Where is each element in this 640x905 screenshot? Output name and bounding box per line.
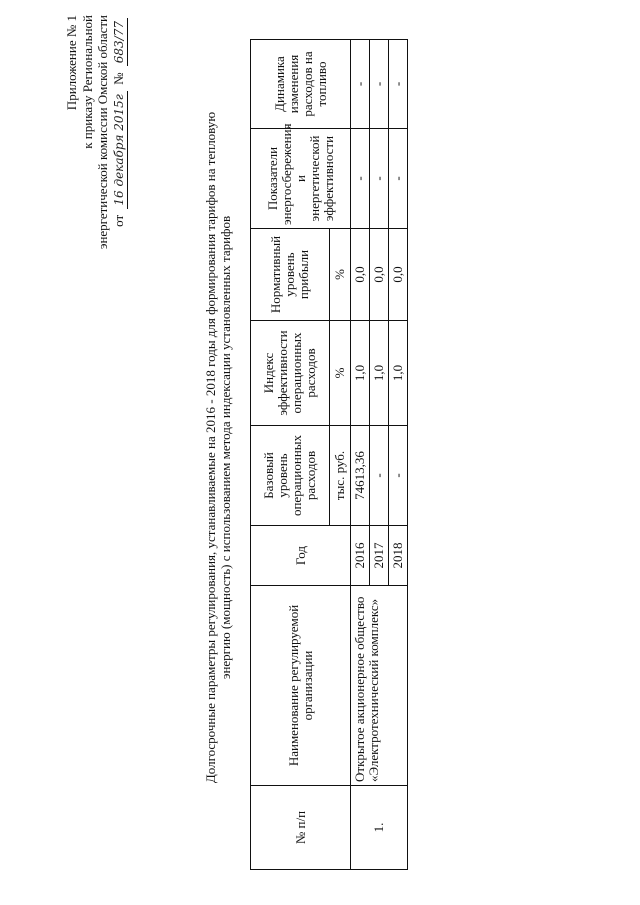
cell-fuel: - [351,40,370,129]
unit-profit: % [330,229,351,321]
appendix-date-line [111,15,129,315]
handwritten-number: 683/77 [112,18,129,66]
header-num: № п/п [251,786,351,870]
cell-profit: 0,0 [389,229,408,321]
cell-base-level: 74613,36 [351,426,370,526]
header-profit: Нормативный уровень прибыли [251,229,330,321]
appendix-block [64,15,128,315]
cell-index: 1,0 [389,321,408,426]
from-label: от [110,214,126,227]
title-line-2: энергию (мощность) с использованием метода индексации установленных тарифов [218,215,233,680]
title-line-1: Долгосрочные параметры регулирования, устанавливаемые на 2016 - 2018 годы для формирования тарифов на тепловую [203,111,218,784]
header-org: Наименование регулируемой организации [251,586,351,786]
table-header-row [251,40,330,870]
header-year: Год [251,526,351,586]
header-fuel: Динамика изменения расходов на топливо [251,40,351,129]
cell-index: 1,0 [351,321,370,426]
cell-year: 2018 [389,526,408,586]
parameters-table [250,39,408,870]
appendix-order-ref: к приказу Региональной [79,15,95,149]
header-energy: Показатели энергосбережения и энергетической эффективности [251,129,351,229]
appendix-commission: энергетической комиссии Омской области [95,15,110,250]
document-title [203,20,233,875]
cell-energy: - [351,129,370,229]
cell-profit: 0,0 [351,229,370,321]
row-number: 1. [351,786,408,870]
cell-fuel: - [389,40,408,129]
number-label: № [110,72,126,85]
unit-index: % [330,321,351,426]
organization-name: Открытое акционерное общество «Электротехнический комплекс» [351,586,408,786]
handwritten-date: 16 декабря 2015г [112,91,129,208]
cell-base-level: - [370,426,389,526]
unit-base-level: тыс. руб. [330,426,351,526]
cell-year: 2017 [370,526,389,586]
cell-fuel: - [370,40,389,129]
appendix-title: Приложение № 1 [64,15,79,111]
cell-energy: - [389,129,408,229]
cell-base-level: - [389,426,408,526]
header-base-level: Базовый уровень операционных расходов [251,426,330,526]
header-index: Индекс эффективности операционных расходов [251,321,330,426]
cell-year: 2016 [351,526,370,586]
cell-profit: 0,0 [370,229,389,321]
table-row [351,40,370,870]
cell-energy: - [370,129,389,229]
cell-index: 1,0 [370,321,389,426]
